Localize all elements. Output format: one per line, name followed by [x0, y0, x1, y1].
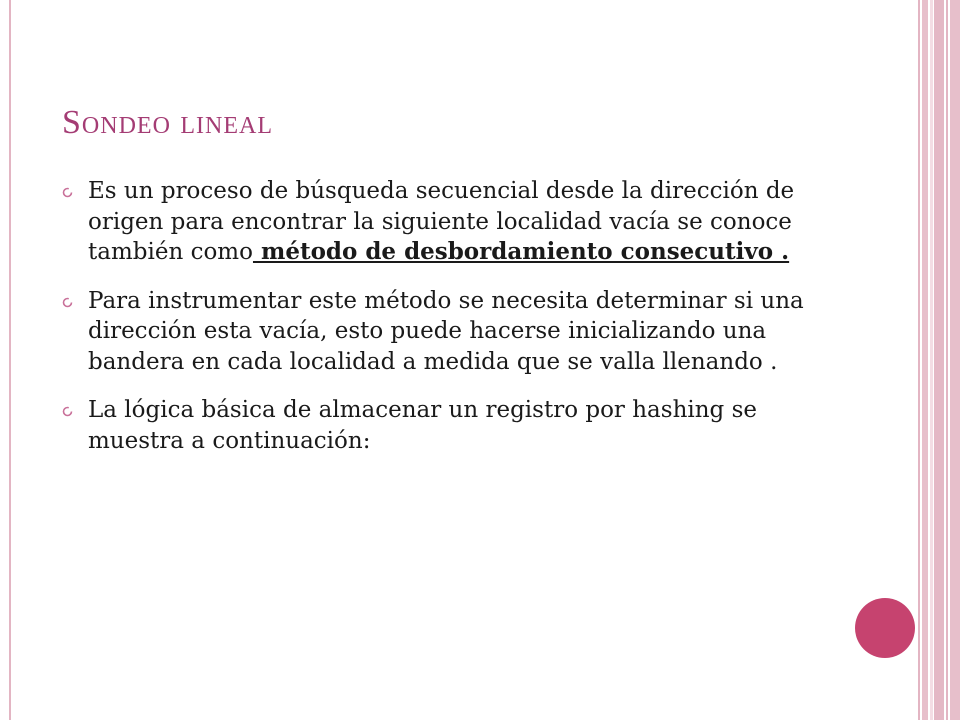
- ring-bullet-icon: [62, 406, 73, 417]
- bullet-text: Es un proceso de búsqueda secuencial desde la dirección de origen para encontrar la siguiente localidad vacía se conoce también como: [88, 178, 795, 265]
- left-decorative-rule: [9, 0, 11, 720]
- ring-bullet-icon: [62, 187, 73, 198]
- right-decorative-stripe: [934, 0, 944, 720]
- right-decorative-stripe: [922, 0, 928, 720]
- right-decorative-stripe: [946, 0, 948, 720]
- bullet-list: [62, 176, 832, 474]
- right-decorative-stripe: [930, 0, 933, 720]
- slide-title: Sondeo lineal: [62, 104, 274, 141]
- bullet-text: Para instrumentar este método se necesita determinar si una dirección esta vacía, esto puede hacerse inicializando una bandera en cada localidad a medida que se valla llenando .: [88, 287, 804, 375]
- right-decorative-stripe: [918, 0, 920, 720]
- ring-bullet-icon: [62, 297, 73, 308]
- bullet-text: La lógica básica de almacenar un registro por hashing se muestra a continuación:: [88, 397, 757, 454]
- list-item: [62, 286, 832, 378]
- emphasized-term: método de desbordamiento consecutivo .: [252, 238, 790, 265]
- list-item: [62, 395, 832, 456]
- decorative-circle: [855, 598, 915, 658]
- right-decorative-stripe: [950, 0, 960, 720]
- list-item: [62, 176, 832, 268]
